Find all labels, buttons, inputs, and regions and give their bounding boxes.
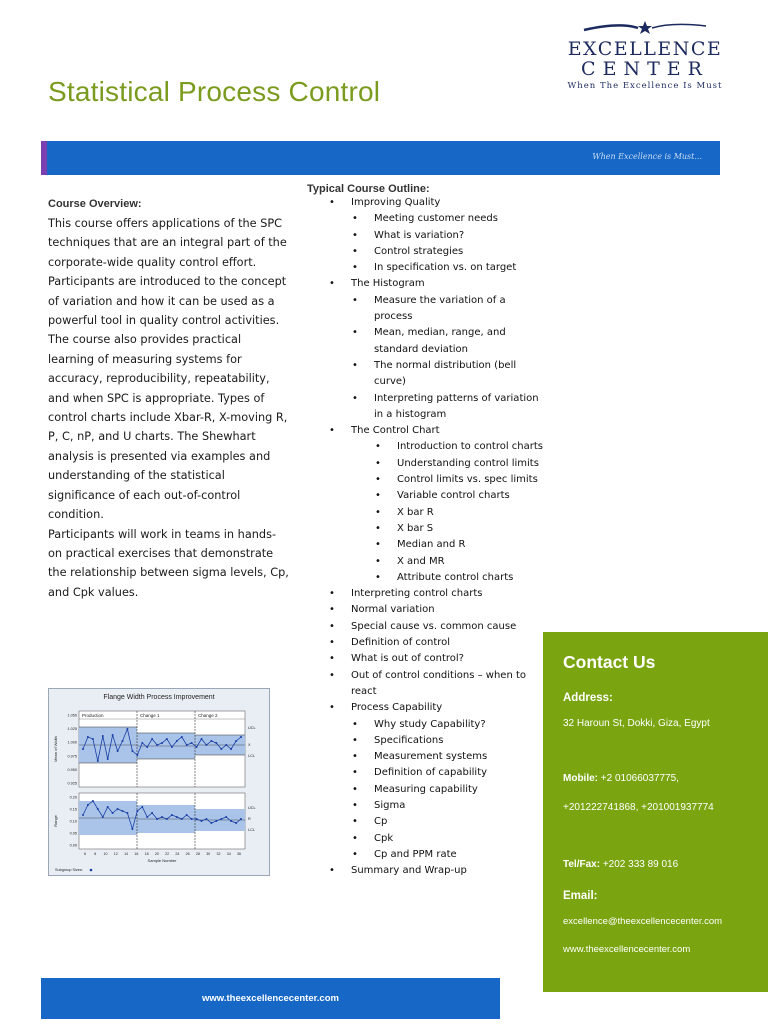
data-point xyxy=(107,758,109,760)
x-tick-label: 12 xyxy=(113,852,118,856)
data-point xyxy=(176,816,178,818)
outline-item: react xyxy=(351,685,377,697)
outline-item: • Measurement systems xyxy=(307,749,547,765)
y-tick-label: 1.050 xyxy=(67,713,77,718)
x-tick-label: 18 xyxy=(144,852,149,856)
page-title: Statistical Process Control xyxy=(48,76,381,107)
xbar-label: X xyxy=(248,743,251,747)
chart-title: Flange Width Process Improvement xyxy=(103,694,215,701)
data-point xyxy=(166,738,168,740)
x-tick-label: 28 xyxy=(195,852,200,856)
data-point xyxy=(171,814,173,816)
overview-heading: Course Overview: xyxy=(48,198,142,210)
overview-paragraph: This course offers applications of the SPC techniques that are an integral part of the corporate-wide quality control effort. Participants are introduced to the concept of variation and how it can be used as a powerful tool in quality control activities. xyxy=(48,217,287,328)
y-tick-label: 1.025 xyxy=(67,727,77,732)
logo-text-excellence: EXCELLENCE xyxy=(567,38,723,60)
data-point xyxy=(92,738,94,740)
x-tick-label: 30 xyxy=(206,852,211,856)
y-tick-label: 0.925 xyxy=(67,781,77,786)
course-outline xyxy=(307,183,547,879)
address-value: 32 Haroun St, Dokki, Giza, Egypt xyxy=(563,718,710,729)
x-tick-label: 16 xyxy=(134,852,139,856)
outline-item: standard deviation xyxy=(374,343,469,355)
outline-item: • The normal distribution (bell xyxy=(307,358,547,374)
data-point xyxy=(156,818,158,820)
x-tick-label: 26 xyxy=(185,852,190,856)
outline-item: • Interpreting patterns of variation xyxy=(307,391,547,407)
data-point xyxy=(122,740,124,742)
ucl-label: UCL xyxy=(248,726,256,730)
data-point xyxy=(196,746,198,748)
data-point xyxy=(151,812,153,814)
data-point xyxy=(235,822,237,824)
x-tick-label: 34 xyxy=(226,852,231,856)
excellence-center-logo xyxy=(560,20,730,110)
x-tick-label: 8 xyxy=(94,852,97,856)
outline-list xyxy=(307,195,547,879)
y-tick-label: 0.20 xyxy=(69,795,77,800)
header-band xyxy=(41,141,720,175)
outline-item: • X and MR xyxy=(307,554,547,570)
star-icon xyxy=(580,20,710,36)
outline-item: • Special cause vs. common cause xyxy=(307,619,547,635)
control-chart-image xyxy=(48,688,270,876)
data-point xyxy=(151,738,153,740)
x-tick-label: 14 xyxy=(124,852,129,856)
data-point xyxy=(87,736,89,738)
outline-item: • Specifications xyxy=(307,733,547,749)
outline-item: • X bar R xyxy=(307,505,547,521)
overview-paragraph: The course also provides practical learning of measuring systems for accuracy, reproducibility, repeatability, and when SPC is appropriate. Types of control charts include Xbar-R, X-moving R, P, C, nP, and U charts. The Shewhart analysis is presented via examples and understanding of the statistical significance of each out-of-control condition. xyxy=(48,333,288,522)
outline-item: • Introduction to control charts xyxy=(307,439,547,455)
footer-band xyxy=(41,978,500,1019)
data-point xyxy=(161,816,163,818)
outline-item: • Control limits vs. spec limits xyxy=(307,472,547,488)
phase-label: Production xyxy=(82,713,104,718)
data-point xyxy=(225,744,227,746)
outline-item: • Improving Quality xyxy=(307,195,547,211)
mobile-value-2: +201222741868, +201001937774 xyxy=(563,802,714,813)
outline-item: • Control strategies xyxy=(307,244,547,260)
data-point xyxy=(196,818,198,820)
data-point xyxy=(161,742,163,744)
telfax-value: +202 333 89 016 xyxy=(600,859,679,870)
outline-item: • Out of control conditions – when to xyxy=(307,668,547,684)
outline-item: • Attribute control charts xyxy=(307,570,547,586)
x-tick-label: 6 xyxy=(84,852,86,856)
footer-url-link[interactable]: www.theexcellencecenter.com xyxy=(202,993,339,1004)
control-chart-svg xyxy=(49,689,269,875)
y-tick-label: 0.950 xyxy=(67,767,77,772)
data-point xyxy=(240,736,242,738)
data-point xyxy=(215,742,217,744)
data-point xyxy=(82,814,84,816)
data-point xyxy=(97,808,99,810)
x-tick-label: 32 xyxy=(216,852,221,856)
outline-item: • Sigma xyxy=(307,798,547,814)
data-point xyxy=(191,742,193,744)
data-point xyxy=(210,822,212,824)
outline-item: process xyxy=(374,311,413,323)
y-tick-label: 0.05 xyxy=(69,831,77,836)
data-point xyxy=(171,746,173,748)
contact-heading: Contact Us xyxy=(563,652,656,672)
outline-item: • What is out of control? xyxy=(307,651,547,667)
data-point xyxy=(230,820,232,822)
outline-item: • Cp and PPM rate xyxy=(307,847,547,863)
data-point xyxy=(240,818,242,820)
data-point xyxy=(87,804,89,806)
data-point xyxy=(117,750,119,752)
x-tick-label: 10 xyxy=(103,852,108,856)
legend-label: Subgroup Sizes: xyxy=(55,868,83,872)
outline-item: • In specification vs. on target xyxy=(307,260,547,276)
outline-item: • The Control Chart xyxy=(307,423,547,439)
rbar-label: R xyxy=(248,817,251,821)
x-tick-label: 36 xyxy=(237,852,241,856)
data-point xyxy=(220,818,222,820)
data-point xyxy=(176,740,178,742)
email-link[interactable]: excellence@theexcellencecenter.com xyxy=(563,916,723,927)
telfax-label: Tel/Fax: xyxy=(563,859,601,870)
data-point xyxy=(220,748,222,750)
data-point xyxy=(97,760,99,762)
outline-item: • Variable control charts xyxy=(307,488,547,504)
website-link[interactable]: www.theexcellencecenter.com xyxy=(563,944,691,955)
outline-item: • Normal variation xyxy=(307,602,547,618)
data-point xyxy=(201,738,203,740)
y-axis-label: Range xyxy=(53,815,58,827)
outline-item: • Mean, median, range, and xyxy=(307,325,547,341)
outline-item: • Median and R xyxy=(307,537,547,553)
outline-item: • Summary and Wrap-up xyxy=(307,863,547,879)
y-tick-label: 0.10 xyxy=(69,819,77,824)
data-point xyxy=(122,810,124,812)
outline-item: • Cpk xyxy=(307,831,547,847)
logo-text-center: CENTER xyxy=(581,58,709,80)
outline-heading: Typical Course Outline: xyxy=(307,183,430,195)
outline-item: • Meeting customer needs xyxy=(307,211,547,227)
outline-item: • What is variation? xyxy=(307,228,547,244)
data-point xyxy=(186,814,188,816)
data-point xyxy=(201,820,203,822)
address-label: Address: xyxy=(563,692,613,704)
data-point xyxy=(166,818,168,820)
data-point xyxy=(230,748,232,750)
overview-paragraph: Participants will work in teams in hands-on practical exercises that demonstrate the relationship between sigma levels, Cp, and Cpk values. xyxy=(48,527,289,599)
data-point xyxy=(215,820,217,822)
y-axis-label: Mean of Width xyxy=(53,736,58,762)
data-point xyxy=(181,736,183,738)
data-point xyxy=(136,810,138,812)
data-point xyxy=(235,740,237,742)
legend-marker xyxy=(90,869,93,872)
outline-item: • Understanding control limits xyxy=(307,456,547,472)
data-point xyxy=(205,744,207,746)
data-point xyxy=(112,812,114,814)
data-point xyxy=(181,818,183,820)
outline-item: • Cp xyxy=(307,814,547,830)
email-label: Email: xyxy=(563,890,598,902)
y-tick-label: 1.000 xyxy=(67,740,77,745)
outline-item: • Why study Capability? xyxy=(307,717,547,733)
data-point xyxy=(146,746,148,748)
data-point xyxy=(210,740,212,742)
ucl-label: UCL xyxy=(248,806,256,810)
y-tick-label: 0.00 xyxy=(69,843,77,848)
data-point xyxy=(102,816,104,818)
data-point xyxy=(117,808,119,810)
data-point xyxy=(186,744,188,746)
band-tagline: When Excellence is Must... xyxy=(592,152,702,161)
data-point xyxy=(141,806,143,808)
data-point xyxy=(156,744,158,746)
course-overview xyxy=(48,198,290,602)
outline-item: • X bar S xyxy=(307,521,547,537)
data-point xyxy=(131,750,133,752)
data-point xyxy=(225,816,227,818)
data-point xyxy=(92,800,94,802)
outline-item: in a histogram xyxy=(374,408,447,420)
x-axis-label: Sample Number xyxy=(147,858,177,863)
mobile-line xyxy=(563,773,679,784)
data-point xyxy=(205,818,207,820)
x-tick-label: 22 xyxy=(165,852,170,856)
data-point xyxy=(146,816,148,818)
data-point xyxy=(191,818,193,820)
data-point xyxy=(141,742,143,744)
lcl-label: LCL xyxy=(248,754,255,758)
mobile-value: +2 01066037775, xyxy=(598,773,679,784)
contact-panel xyxy=(543,632,768,992)
outline-item: curve) xyxy=(374,376,406,388)
data-point xyxy=(82,748,84,750)
outline-item: • Definition of control xyxy=(307,635,547,651)
logo-tagline: When The Excellence Is Must xyxy=(567,81,723,91)
mobile-label: Mobile: xyxy=(563,773,598,784)
outline-item: • The Histogram xyxy=(307,276,547,292)
data-point xyxy=(112,734,114,736)
outline-item: • Process Capability xyxy=(307,700,547,716)
data-point xyxy=(131,828,133,830)
phase-label: Change 1 xyxy=(140,713,160,718)
data-point xyxy=(136,754,138,756)
phase-label: Change 2 xyxy=(198,713,218,718)
data-point xyxy=(107,806,109,808)
outline-item: • Measuring capability xyxy=(307,782,547,798)
data-point xyxy=(126,728,128,730)
y-tick-label: 0.975 xyxy=(67,754,77,759)
x-tick-label: 20 xyxy=(154,852,159,856)
lcl-label: LCL xyxy=(248,828,255,832)
data-point xyxy=(102,735,104,737)
x-tick-label: 24 xyxy=(175,852,180,856)
data-point xyxy=(126,812,128,814)
telfax-line xyxy=(563,859,678,870)
y-tick-label: 0.15 xyxy=(69,807,77,812)
outline-item: • Definition of capability xyxy=(307,765,547,781)
outline-item: • Interpreting control charts xyxy=(307,586,547,602)
outline-item: • Measure the variation of a xyxy=(307,293,547,309)
